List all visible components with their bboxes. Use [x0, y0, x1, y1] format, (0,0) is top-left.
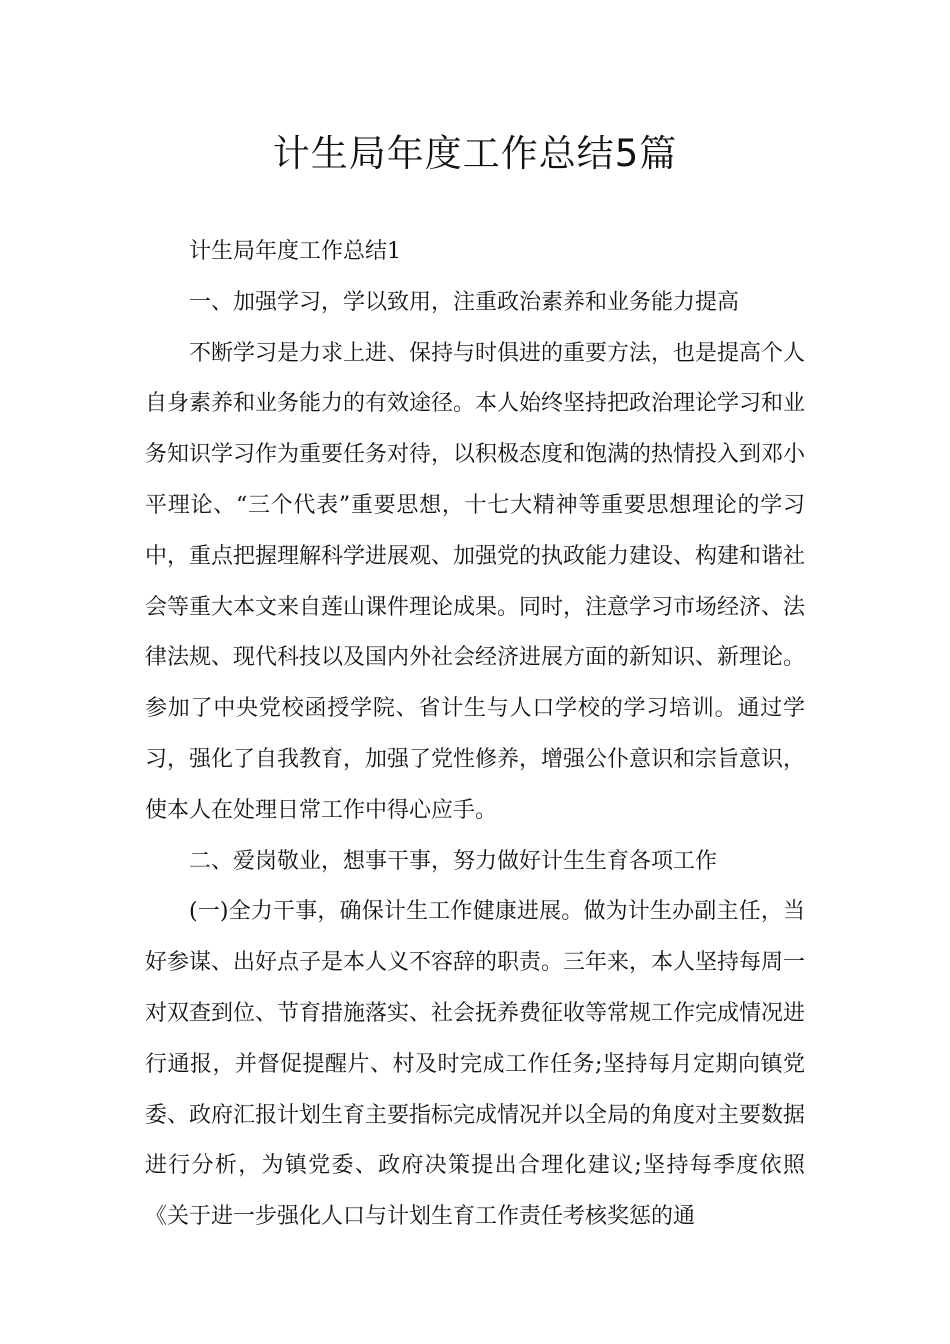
subsection-heading: 二、爱岗敬业，想事干事，努力做好计生生育各项工作: [189, 848, 718, 874]
document-title: 计生局年度工作总结5篇: [272, 132, 678, 175]
document-body: [145, 227, 805, 1243]
section-heading: 计生局年度工作总结1: [189, 239, 401, 264]
body-paragraph: (一)全力干事，确保计生工作健康进展。做为计生办副主任，当好参谋、出好点子是本人义不容辞的职责。三年来，本人坚持每周一对双查到位、节育措施落实、社会抚养费征收等常规工作完成情况进行通报，并督促提醒片、村及时完成工作任务;坚持每月定期向镇党委、政府汇报计划生育主要指标完成情况并以全局的角度对主要数据进行分析，为镇党委、政府决策提出合理化建议;坚持每季度依照《关于进一步强化人口与计划生育工作责任考核奖惩的通: [145, 899, 806, 1230]
body-paragraph: 不断学习是力求上进、保持与时俱进的重要方法，也是提高个人自身素养和业务能力的有效途径。本人始终坚持把政治理论学习和业务知识学习作为重要任务对待，以积极态度和饱满的热情投入到邓小平理论、“三个代表”重要思想，十七大精神等重要思想理论的学习中，重点把握理解科学进展观、加强党的执政能力建设、构建和谐社会等重大本文来自莲山课件理论成果。同时，注意学习市场经济、法律法规、现代科技以及国内外社会经济进展方面的新知识、新理论。参加了中央党校函授学院、省计生与人口学校的学习培训。通过学习，强化了自我教育，加强了党性修养，增强公仆意识和宗旨意识，使本人在处理日常工作中得心应手。: [145, 340, 806, 823]
subsection-heading: 一、加强学习，学以致用，注重政治素养和业务能力提高: [189, 289, 740, 315]
